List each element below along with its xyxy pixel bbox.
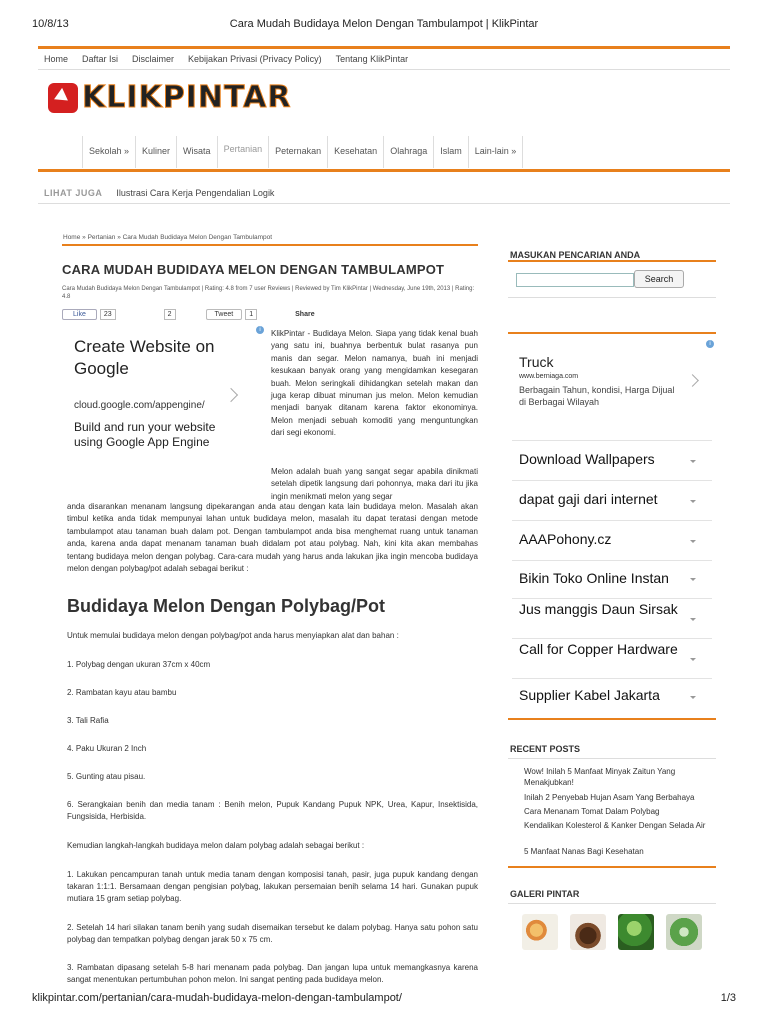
step-item: 1. Lakukan pencampuran tanah untuk media tanam dengan komposisi tanah, pasir, juga pupuk kandang dengan takaran 1:1:1. Bersamaan dengan pengisian polybag, lakukan persemaian benih selama 14 hari. Gunakan pupuk mutiara 15 gram setiap polybag.: [67, 870, 478, 903]
ad-url[interactable]: cloud.google.com/appengine/: [74, 400, 205, 411]
step-item: 2. Setelah 14 hari silakan tanam benih yang sudah disemaikan tersebut ke dalam polybag. Hanya satu pohon satu polybag dan tempatkan polybag dengan jarak 50 x 75 cm.: [67, 923, 478, 944]
ad-link[interactable]: [512, 560, 712, 598]
search-input[interactable]: [516, 273, 634, 287]
social-buttons: [62, 308, 478, 322]
top-link-privacy[interactable]: Kebijakan Privasi (Privacy Policy): [188, 54, 322, 64]
site-logo[interactable]: [48, 80, 291, 115]
sidebar-ad-title[interactable]: Truck: [519, 354, 554, 370]
recent-post-link[interactable]: 5 Manfaat Nanas Bagi Kesehatan: [524, 847, 644, 856]
gallery-thumb-coffee[interactable]: [570, 914, 606, 950]
breadcrumb[interactable]: Home » Pertanian » Cara Mudah Budidaya Melon Dengan Tambulampot: [63, 234, 273, 241]
nav-item-peternakan[interactable]: Peternakan: [268, 136, 327, 168]
recent-post-link[interactable]: Kendalikan Kolesterol & Kanker Dengan Selada Air: [524, 821, 706, 830]
ad-link-label[interactable]: Supplier Kabel Jakarta: [519, 687, 660, 703]
top-link-home[interactable]: Home: [44, 54, 69, 64]
top-nav-bar: [38, 46, 730, 70]
recent-post-link[interactable]: Cara Menanam Tomat Dalam Polybag: [524, 807, 660, 816]
chevron-down-icon: [690, 578, 696, 581]
category-nav: [38, 130, 730, 172]
sidebar-ad-desc: Berbagain Tahun, kondisi, Harga Dijual di Berbagai Wilayah: [519, 385, 675, 407]
article-rule: [62, 244, 478, 246]
inline-ad[interactable]: [64, 326, 264, 474]
top-link-daftar-isi[interactable]: Daftar Isi: [82, 54, 119, 64]
chevron-right-icon[interactable]: [686, 374, 699, 387]
nav-item-sekolah[interactable]: Sekolah »: [82, 136, 135, 168]
ad-link-label[interactable]: Call for Copper Hardware: [519, 641, 678, 657]
gallery-thumb-leaves[interactable]: [618, 914, 654, 950]
nav-item-kuliner[interactable]: Kuliner: [135, 136, 176, 168]
intro-paragraph: KlikPintar - Budidaya Melon. Siapa yang tidak kenal buah yang satu ini, buahnya berbentuk bulat rasanya pun manis dan segar. Melon namanya, buah ini menjadi kesukaan banyak orang yang mengidamkan kesegaran buah. Melon seringkali dihidangkan setelah makan dan juga kerap dibuat minuman jus melon. Melon kemudian menjadi banyak ditanam karena faktor ekonominya. Melon menjadi sebuah komoditi yang menguntungkan dari segi ekonomi.: [271, 329, 478, 438]
print-url: klikpintar.com/pertanian/cara-mudah-budidaya-melon-dengan-tambulampot/: [32, 992, 402, 1004]
plus-one-count: 2: [164, 309, 176, 320]
recent-post-link[interactable]: Inilah 2 Penyebab Hujan Asam Yang Berbahaya: [524, 793, 695, 802]
lihat-juga-link[interactable]: Ilustrasi Cara Kerja Pengendalian Logik: [116, 187, 275, 198]
chevron-down-icon: [690, 658, 696, 661]
print-title: Cara Mudah Budidaya Melon Dengan Tambulampot | KlikPintar: [229, 18, 539, 30]
chevron-down-icon: [690, 618, 696, 621]
nav-item-olahraga[interactable]: Olahraga: [383, 136, 433, 168]
top-link-about[interactable]: Tentang KlikPintar: [335, 54, 409, 64]
list-item: 3. Tali Rafia: [67, 716, 109, 725]
recent-posts-heading: RECENT POSTS: [510, 744, 581, 754]
ad-title[interactable]: Create Website on Google: [74, 337, 215, 379]
gallery-thumb-food[interactable]: [522, 914, 558, 950]
nav-item-wisata[interactable]: Wisata: [176, 136, 217, 168]
like-count: 23: [100, 309, 116, 320]
list-item: 1. Polybag dengan ukuran 37cm x 40cm: [67, 660, 211, 669]
ad-link-label[interactable]: Download Wallpapers: [519, 451, 655, 467]
ad-description: Build and run your website using Google App Engine: [74, 420, 216, 449]
search-heading: MASUKAN PENCARIAN ANDA: [510, 250, 641, 260]
chevron-down-icon: [690, 500, 696, 503]
share-button[interactable]: Share: [295, 311, 315, 319]
search-button[interactable]: Search: [634, 270, 684, 288]
section-heading: Budidaya Melon Dengan Polybag/Pot: [67, 596, 386, 616]
post-title: CARA MUDAH BUDIDAYA MELON DENGAN TAMBULAMPOT: [62, 262, 445, 277]
ad-link[interactable]: [512, 520, 712, 560]
ad-link-label[interactable]: AAAPohony.cz: [519, 531, 612, 547]
search-widget: [508, 260, 716, 298]
ad-link-label[interactable]: Jus manggis Daun Sirsak: [519, 601, 678, 617]
chevron-right-icon[interactable]: [224, 388, 238, 402]
chevron-down-icon: [690, 540, 696, 543]
ad-link-label[interactable]: Bikin Toko Online Instan: [519, 570, 669, 586]
gallery-thumb-plant[interactable]: [666, 914, 702, 950]
nav-item-kesehatan[interactable]: Kesehatan: [327, 136, 383, 168]
print-footer: [32, 992, 736, 1006]
galeri-heading: GALERI PINTAR: [510, 889, 580, 899]
sidebar-ad-url[interactable]: www.berniaga.com: [519, 373, 579, 380]
cursor-logo-icon: [48, 83, 78, 113]
ad-link[interactable]: [512, 440, 712, 480]
print-date: 10/8/13: [32, 18, 69, 30]
list-item: 4. Paku Ukuran 2 Inch: [67, 744, 147, 753]
nav-item-islam[interactable]: Islam: [433, 136, 468, 168]
lihat-juga-label: LIHAT JUGA: [44, 187, 103, 198]
list-item: 2. Rambatan kayu atau bambu: [67, 688, 177, 697]
materials-intro: Untuk memulai budidaya melon dengan polybag/pot anda harus menyiapkan alat dan bahan :: [67, 631, 399, 640]
sidebar-ad: [508, 332, 716, 720]
facebook-like-button[interactable]: Like: [62, 309, 97, 320]
ad-info-icon[interactable]: i: [256, 326, 264, 334]
logo-text: KLIKPINTAR: [82, 80, 292, 115]
ad-info-icon[interactable]: i: [706, 340, 714, 348]
post-meta: Cara Mudah Budidaya Melon Dengan Tambulampot | Rating: 4.8 from 7 user Reviews | Reviewed by Tim KlikPintar | Wednesday, June 19th, 2013 | Rating: 4.8: [62, 286, 475, 301]
recent-posts-list: [508, 758, 716, 868]
chevron-down-icon: [690, 460, 696, 463]
article: [62, 244, 478, 322]
ad-link[interactable]: [512, 638, 712, 678]
nav-item-pertanian[interactable]: Pertanian: [217, 136, 269, 168]
list-item: 5. Gunting atau pisau.: [67, 772, 146, 781]
nav-item-lain-lain[interactable]: Lain-lain »: [468, 136, 524, 168]
tweet-button[interactable]: Tweet: [206, 309, 243, 320]
ad-link-label[interactable]: dapat gaji dari internet: [519, 491, 658, 507]
tweet-count: 1: [245, 309, 257, 320]
paragraph-2a: Melon adalah buah yang sangat segar apabila dinikmati setelah dipetik langsung dari pohonnya, maka dari itu jika ingin menikmati melon yang segar: [271, 467, 478, 501]
paragraph-2b: anda disarankan menanam langsung dipekarangan anda atau dengan kata lain budidaya melon. Masalah akan timbul ketika anda tidak mempunyai lahan untuk budidaya melon, masalah itu dapat teratasi dengan metode tambulampot atau tanaman buah dalam pot. Dengan tambulampot anda bisa menghemat ruang untuk tanaman anda, karena anda dapat menanam tanaman buah didalam pot atau polybag. Nah, kini kita akan membahas tentang budidaya melon dengan polybag. Cara-cara mudah yang harus anda lakukan jika ingin mencoba budidaya melon dengan polybag/pot adalah sebagai berikut :: [67, 502, 478, 573]
lihat-juga-bar: [38, 182, 730, 204]
print-page-number: 1/3: [720, 992, 736, 1004]
list-item: 6. Serangkaian benih dan media tanam : Benih melon, Pupuk Kandang Pupuk NPK, Urea, Kapur, Insektisida, Fungsisida, Herbisida.: [67, 800, 478, 821]
ad-link[interactable]: [512, 480, 712, 520]
recent-post-link[interactable]: Wow! Inilah 5 Manfaat Minyak Zaitun Yang Menakjubkan!: [524, 767, 676, 787]
ad-link[interactable]: [512, 678, 712, 718]
chevron-down-icon: [690, 696, 696, 699]
print-header: [32, 18, 736, 32]
step-item: 3. Rambatan dipasang setelah 5-8 hari menanam pada polybag. Dan jangan lupa untuk memangkasnya karena sangat menentukan pertumbuhan pohon melon. Ini sangat penting pada budidaya melon.: [67, 963, 478, 984]
top-link-disclaimer[interactable]: Disclaimer: [132, 54, 175, 64]
ad-link[interactable]: [512, 598, 712, 638]
steps-intro: Kemudian langkah-langkah budidaya melon dalam polybag adalah sebagai berikut :: [67, 841, 365, 850]
gallery: [508, 903, 716, 983]
